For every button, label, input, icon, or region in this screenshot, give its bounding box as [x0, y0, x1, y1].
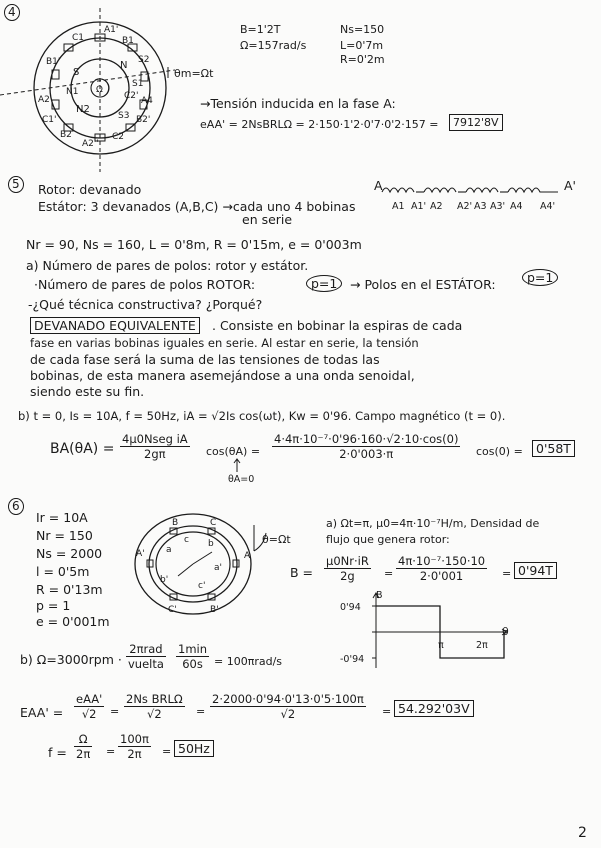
label-S1: S1: [132, 79, 144, 89]
graph-y-bottom-label: -0'94: [340, 654, 365, 665]
p6-B-den: 2g: [340, 569, 355, 583]
p5-b-num2: 4·4π·10⁻⁷·0'96·160·√2·10·cos(0): [274, 432, 459, 446]
label-B2p: B2': [136, 115, 151, 125]
label-C2p: C2': [124, 91, 139, 101]
p5-b-cos0: cos(0) =: [476, 445, 523, 458]
p5-question-technique: -¿Qué técnica constructiva? ¿Porqué?: [28, 297, 263, 312]
p5-b-fraction-1: [120, 432, 190, 461]
p4-equation: eAA' = 2NsBRLΩ = 2·150·1'2·0'7·0'2·157 =: [200, 118, 439, 131]
problem-number-6: 6: [8, 498, 24, 515]
p6-f-f2-num: 100π: [120, 732, 149, 746]
p5-b-lhs: BA(θA) =: [50, 441, 115, 457]
p4-data-omega: Ω=157rad/s: [240, 39, 307, 52]
p6-E-f3-den: √2: [280, 707, 296, 721]
label-C1p: C1': [42, 115, 57, 125]
p6-b-conv1-num: 2πrad: [126, 642, 166, 657]
p5-stator-1: Estátor: 3 devanados (A,B,C) →cada uno 4 bobinas: [38, 199, 356, 214]
p6-B-fraction-2: [396, 554, 487, 583]
coil-label-A2: A2: [430, 201, 443, 212]
label-a: a: [166, 545, 172, 555]
p6-E-lhs: EAA' =: [20, 705, 64, 720]
p6-a-line-2: flujo que genera rotor:: [326, 533, 450, 546]
label-S3: S3: [118, 111, 130, 121]
p6-b-conv2-num: 1min: [178, 642, 208, 656]
p5-rotor-poles: ·Número de pares de polos ROTOR:: [34, 277, 256, 292]
p5-b-cos: cos(θA) =: [206, 445, 261, 458]
coil-label-A4: A4: [510, 201, 523, 212]
p5-question-b: b) t = 0, Is = 10A, f = 50Hz, iA = √2Is cos(ωt), Kw = 0'96. Campo magnético (t = 0).: [18, 409, 506, 423]
p6-B-eq2: =: [502, 567, 512, 580]
label-N: N: [120, 60, 128, 71]
p6-b-omega-result: = 100πrad/s: [214, 655, 283, 668]
p5-stator-poles-value: p=1: [522, 269, 558, 286]
coil-label-A3p: A3': [490, 201, 506, 212]
p5-b-den2: 2·0'003·π: [339, 447, 394, 461]
label-A1p: A1': [104, 25, 119, 35]
p6-f-eq2: =: [162, 745, 172, 758]
label-Cp: C': [168, 605, 177, 615]
theta-m-label: θm=Ωt: [174, 67, 214, 80]
label-S: S: [73, 67, 80, 78]
p6-E-eq2: =: [196, 705, 206, 718]
label-A2: A2: [38, 95, 50, 105]
p6-B-eq: =: [384, 567, 394, 580]
p6-data-Ns: Ns = 2000: [36, 546, 103, 561]
coil-label-A3: A3: [474, 201, 487, 212]
p4-data-L: L=0'7m: [340, 39, 384, 52]
p4-data-R: R=0'2m: [340, 53, 385, 66]
p6-b-conv2: [176, 642, 209, 671]
coil-label-A1: A1: [392, 201, 405, 212]
p6-B-den2: 2·0'001: [419, 569, 464, 583]
label-C: C: [210, 518, 217, 528]
label-N2: N2: [76, 104, 90, 115]
coil-label-A1p: A1': [411, 201, 427, 212]
p6-f-f2-den: 2π: [127, 747, 142, 761]
p4-data-Ns: Ns=150: [340, 23, 385, 36]
p5-stator-2: en serie: [242, 212, 293, 227]
p6-b-conv2-den: 60s: [182, 657, 203, 671]
p4-induced-voltage-text: →Tensión inducida en la fase A:: [200, 96, 396, 111]
coil-label-A4p: A4': [540, 201, 556, 212]
label-B: B: [172, 518, 179, 528]
p6-E-eq3: =: [382, 705, 392, 718]
coil-label-A2p: A2': [457, 201, 473, 212]
label-C2: C2: [112, 132, 125, 142]
p6-data-Ir: Ir = 10A: [36, 510, 88, 525]
p6-f-eq1: =: [106, 745, 116, 758]
label-cp: c': [198, 581, 206, 591]
p5-b-result: 0'58T: [532, 440, 575, 457]
p6-E-f2-den: √2: [147, 707, 162, 721]
coil-terminal-A: A: [374, 178, 383, 193]
graph-y-top-label: 0'94: [340, 602, 361, 613]
label-B2: B2: [60, 130, 72, 140]
label-bp: b': [160, 575, 169, 585]
label-Ap: A': [136, 549, 145, 559]
p6-f-f1-den: 2π: [76, 747, 91, 761]
p5-b-num: 4μ0Nseg iA: [122, 432, 188, 446]
p6-B-lhs: B =: [290, 565, 314, 580]
p5-b-arrow: [232, 458, 242, 472]
p6-E-fraction-3: [210, 692, 366, 721]
p6-data-l: l = 0'5m: [36, 564, 90, 579]
p5-paragraph-3: de cada fase será la suma de las tensiones de todas las: [30, 352, 380, 367]
p6-b-conv1-den: vuelta: [128, 657, 164, 671]
graph-x-tick-2pi: 2π: [476, 640, 488, 651]
label-B1p: B1': [46, 57, 61, 67]
label-A4: A4: [141, 96, 153, 106]
p5-b-theta0: θA=0: [228, 474, 255, 485]
p5-paragraph-5: siendo este su fin.: [30, 384, 145, 399]
p6-f-fraction-1: [74, 732, 92, 761]
p6-f-result: 50Hz: [174, 740, 214, 757]
p5-paragraph-1: . Consiste en bobinar la espiras de cada: [212, 318, 463, 333]
p6-E-f3-num: 2·2000·0'94·0'13·0'5·100π: [212, 692, 364, 706]
problem-number-5: 5: [8, 176, 24, 193]
machine-diagram-6: [128, 508, 258, 618]
p6-b-conv1: [126, 642, 166, 671]
graph-x-tick-pi: π: [438, 640, 444, 651]
p5-params: Nr = 90, Ns = 160, L = 0'8m, R = 0'15m, e = 0'003m: [26, 237, 362, 252]
stator-rotor-diagram-4: [0, 0, 200, 170]
p5-paragraph-2: fase en varias bobinas iguales en serie. Al estar en serie, la tensión: [30, 336, 419, 350]
problem-number-4: 4: [4, 4, 20, 21]
p6-E-f2-num: 2Ns BRLΩ: [126, 692, 183, 706]
p5-b-fraction-2: [272, 432, 460, 461]
p5-b-den: 2gπ: [144, 447, 166, 461]
label-Bp: B': [210, 605, 219, 615]
label-c: c: [184, 535, 189, 545]
p5-stator-poles: → Polos en el ESTÁTOR:: [350, 277, 496, 292]
theta-label: θ=Ωt: [262, 533, 291, 546]
graph-y-axis-label: B: [376, 590, 383, 601]
p6-B-result: 0'94T: [514, 562, 557, 579]
p6-B-fraction-1: [324, 554, 371, 583]
p5-question-a: a) Número de pares de polos: rotor y estátor.: [26, 258, 309, 273]
label-omega: Ω: [96, 85, 103, 95]
p6-E-result: 54.292'03V: [394, 700, 474, 717]
label-S2: S2: [138, 55, 150, 65]
p6-B-num2: 4π·10⁻⁷·150·10: [398, 554, 486, 568]
p6-f-fraction-2: [118, 732, 151, 761]
page-number: 2: [578, 825, 587, 841]
p6-E-f1-num: eAA': [76, 692, 103, 706]
p6-E-f1-den: √2: [81, 707, 97, 721]
p6-E-fraction-1: [74, 692, 104, 721]
label-A: A: [244, 551, 251, 561]
label-b: b: [208, 539, 214, 549]
label-ap: a': [214, 563, 222, 573]
p6-f-lhs: f =: [48, 745, 67, 760]
p6-B-num: μ0Nr·iR: [326, 554, 369, 568]
p6-data-R: R = 0'13m: [36, 582, 103, 597]
p6-data-Nr: Nr = 150: [36, 528, 93, 543]
p5-rotor-poles-value: p=1: [306, 275, 342, 292]
p6-E-fraction-2: [124, 692, 185, 721]
p6-data-p: p = 1: [36, 598, 71, 613]
p4-data-B: B=1'2T: [240, 23, 281, 36]
p5-paragraph-4: bobinas, de esta manera asemejándose a una onda senoidal,: [30, 368, 415, 383]
coil-terminal-Ap: A': [564, 178, 576, 193]
p5-devanado-equivalente: DEVANADO EQUIVALENTE: [30, 317, 200, 334]
label-N1: N1: [66, 87, 79, 97]
graph-x-axis-label: θ: [502, 625, 509, 638]
p6-E-eq1: =: [110, 705, 120, 718]
p6-f-f1-num: Ω: [74, 732, 92, 747]
label-B1: B1: [122, 36, 134, 46]
p6-a-line-1: a) Ωt=π, μ0=4π·10⁻⁷H/m, Densidad de: [326, 517, 540, 530]
p6-data-e: e = 0'001m: [36, 614, 110, 629]
label-C1: C1: [72, 33, 85, 43]
p5-rotor: Rotor: devanado: [38, 182, 142, 197]
label-A2pp: A2'': [82, 139, 99, 149]
p4-result: 7912'8V: [449, 114, 503, 131]
p6-b-omega: b) Ω=3000rpm ·: [20, 652, 122, 667]
